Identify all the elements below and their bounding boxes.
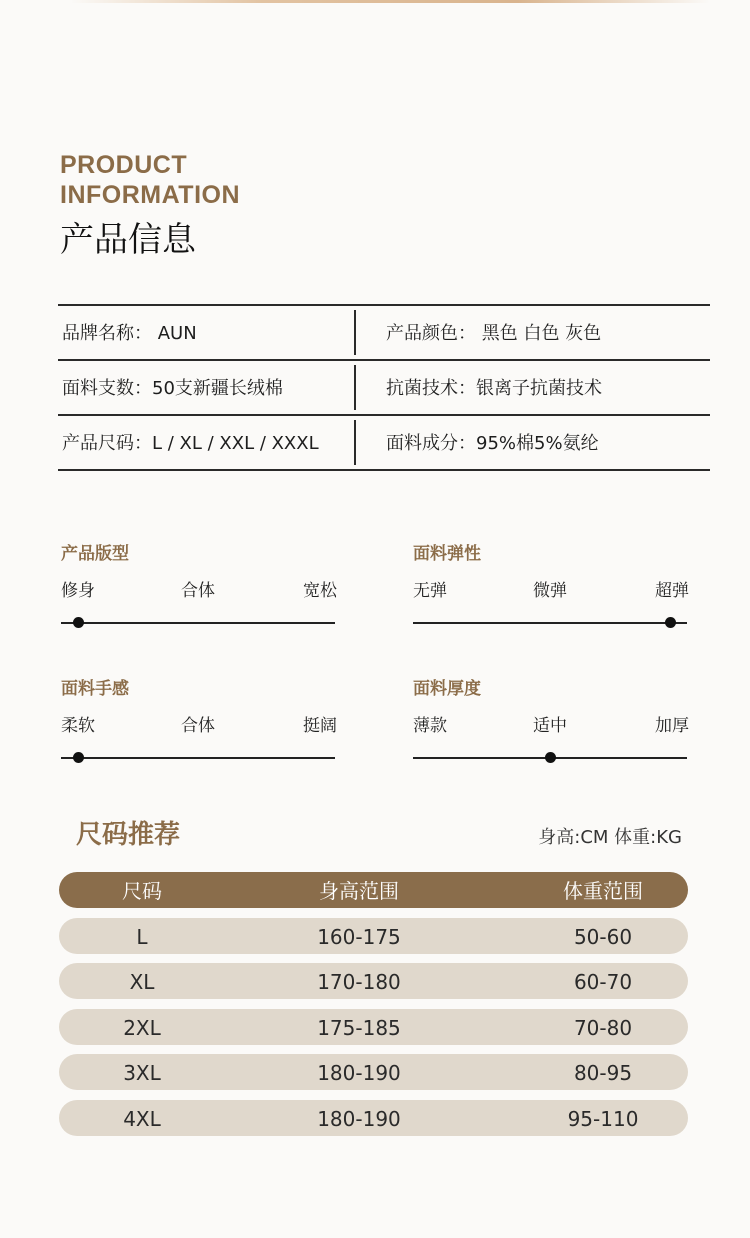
- column-header-size: 尺码: [122, 879, 162, 903]
- table-row: [59, 1009, 688, 1045]
- column-divider: [354, 365, 356, 410]
- fabric-composition: 面料成分：95%棉5%氨纶: [386, 433, 599, 454]
- table-row: [59, 1054, 688, 1090]
- weight-cell: 60-70: [573, 970, 633, 994]
- scale-labels: [413, 711, 689, 737]
- top-decorative-line: [70, 0, 710, 3]
- scale-title: 面料手感: [61, 679, 129, 699]
- scale-labels: [61, 576, 337, 602]
- size-table-header: [59, 872, 688, 908]
- scale-label-mid: 合体: [181, 581, 215, 601]
- english-title-line-1: PRODUCT: [60, 151, 188, 179]
- product-sizes: 产品尺码：L / XL / XXL / XXXL: [62, 433, 319, 454]
- english-title-line-2: INFORMATION: [60, 181, 241, 209]
- weight-cell: 70-80: [573, 1015, 633, 1040]
- product-info-table: [58, 304, 710, 471]
- scale-title: 面料厚度: [413, 679, 481, 699]
- weight-cell: 80-95: [573, 1061, 633, 1085]
- weight-cell: 50-60: [573, 924, 633, 949]
- column-header-weight: 体重范围: [563, 879, 643, 903]
- scale-indicator-dot: [545, 752, 556, 763]
- antibacterial-tech: 抗菌技术：银离子抗菌技术: [386, 378, 602, 399]
- size-cell: XL: [129, 970, 155, 994]
- scale-thickness: [413, 677, 689, 737]
- scale-line: [61, 757, 335, 759]
- english-title: [60, 150, 240, 210]
- weight-cell: 95-110: [567, 1106, 639, 1131]
- scale-title: 产品版型: [61, 544, 129, 564]
- height-cell: 170-180: [317, 970, 401, 994]
- scale-label-high: 超弹: [655, 581, 689, 601]
- table-row: [59, 918, 688, 954]
- table-row: [59, 963, 688, 999]
- scale-line: [61, 622, 335, 624]
- scale-label-low: 薄款: [413, 716, 447, 736]
- scale-label-high: 宽松: [303, 581, 337, 601]
- scale-hand-feel: [61, 677, 337, 737]
- scale-label-low: 无弹: [413, 581, 447, 601]
- info-row: [58, 359, 710, 414]
- size-recommendation-title: 尺码推荐: [76, 820, 181, 850]
- column-divider: [354, 420, 356, 465]
- scale-title: 面料弹性: [413, 544, 481, 564]
- scale-label-mid: 适中: [533, 716, 567, 736]
- size-cell: 4XL: [123, 1106, 161, 1131]
- size-table: [59, 872, 688, 1145]
- size-cell: 3XL: [123, 1061, 161, 1085]
- scale-label-low: 修身: [61, 581, 95, 601]
- scale-elasticity: [413, 542, 689, 602]
- scale-indicator-dot: [73, 752, 84, 763]
- size-cell: 2XL: [123, 1015, 161, 1040]
- height-cell: 180-190: [317, 1061, 401, 1085]
- scale-line: [413, 622, 687, 624]
- size-cell: L: [136, 924, 148, 949]
- scale-label-low: 柔软: [61, 716, 95, 736]
- scale-label-mid: 微弹: [533, 581, 567, 601]
- scale-label-high: 挺阔: [303, 716, 337, 736]
- height-cell: 160-175: [317, 924, 401, 949]
- scale-indicator-dot: [73, 617, 84, 628]
- scale-fit: [61, 542, 337, 602]
- scale-labels: [61, 711, 337, 737]
- size-unit-note: 身高:CM 体重:KG: [538, 827, 682, 848]
- table-row: [59, 1100, 688, 1136]
- product-color: 产品颜色： 黑色 白色 灰色: [386, 323, 602, 344]
- page-title: 产品信息: [60, 220, 196, 260]
- scale-label-high: 加厚: [655, 716, 689, 736]
- info-row: [58, 414, 710, 471]
- scale-label-mid: 合体: [181, 716, 215, 736]
- fabric-count: 面料支数：50支新疆长绒棉: [62, 378, 283, 399]
- height-cell: 175-185: [317, 1015, 401, 1040]
- scale-indicator-dot: [665, 617, 676, 628]
- height-cell: 180-190: [317, 1106, 401, 1131]
- brand-name: 品牌名称： AUN: [62, 323, 197, 344]
- info-row: [58, 304, 710, 359]
- column-divider: [354, 310, 356, 355]
- column-header-height: 身高范围: [319, 879, 399, 903]
- scale-labels: [413, 576, 689, 602]
